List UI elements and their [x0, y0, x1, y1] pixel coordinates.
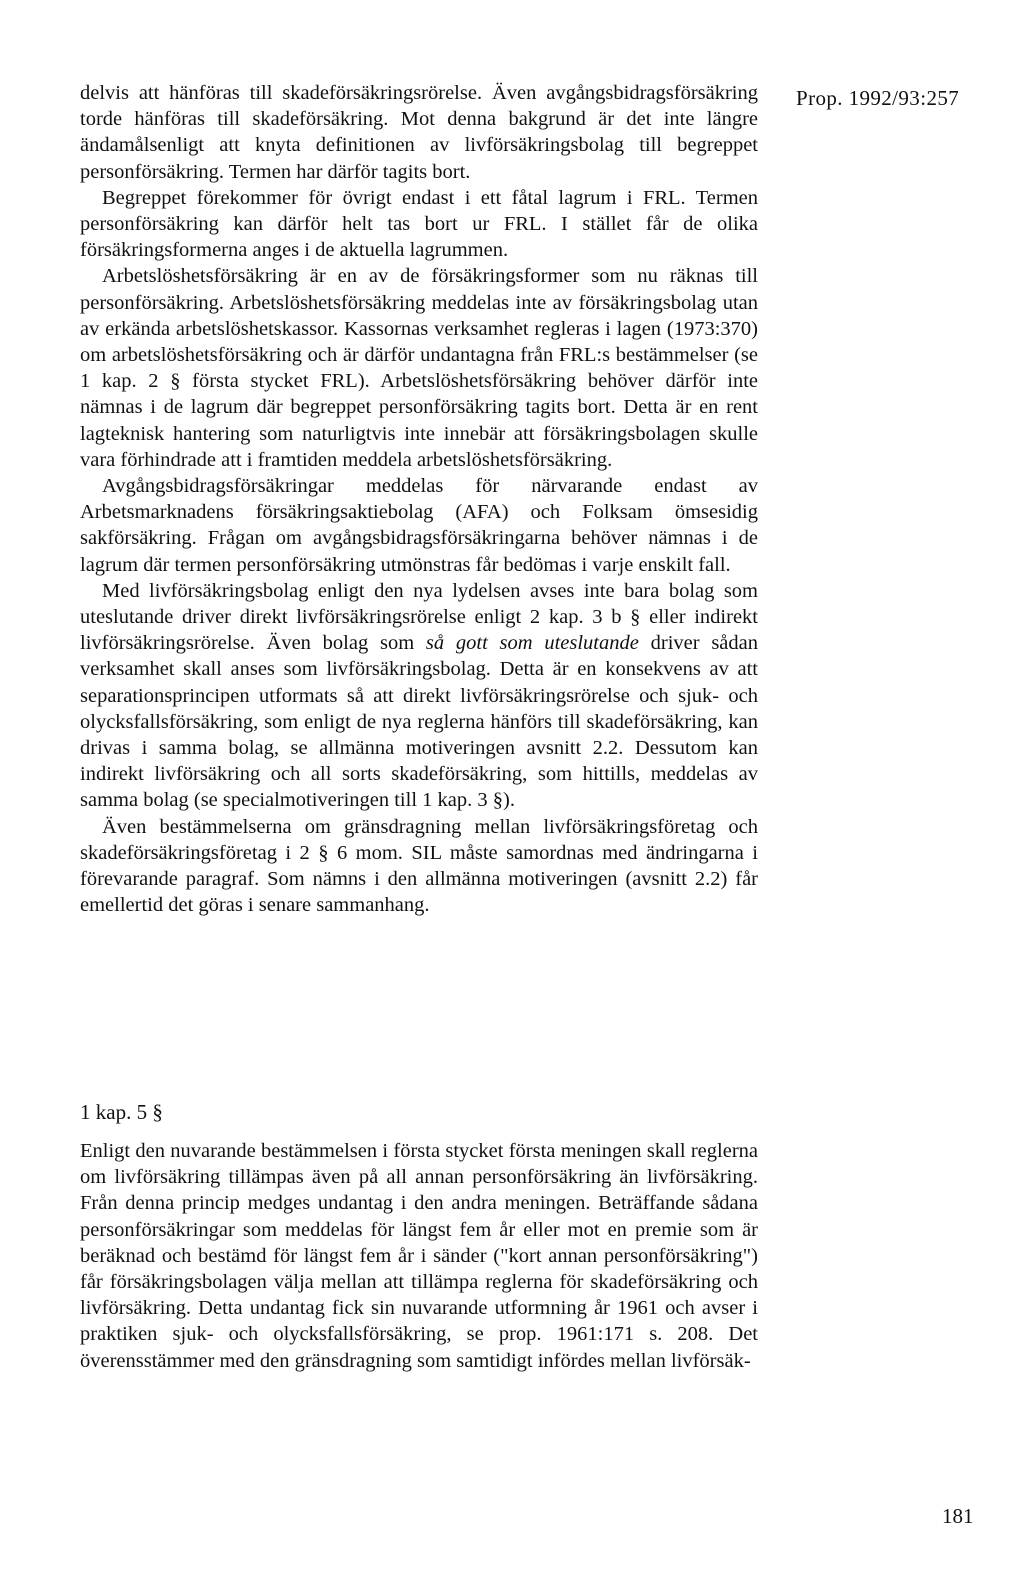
paragraph-3: Arbetslöshetsförsäkring är en av de försäkringsformer som nu räknas till personförsäkring. Arbetslöshetsförsäkring meddelas inte av försäkringsbolag utan av erkända arbetslöshetskassor. Kassornas verksamhet regleras i lagen (1973:370) om arbetslöshetsförsäkring och är därför undantagna från FRL:s bestämmelser (se 1 kap. 2 § första stycket FRL). Arbetslöshetsförsäkring behöver därför inte nämnas i de lagrum där begreppet personförsäkring tagits bort. Detta är en rent lagteknisk hantering som naturligtvis inte innebär att försäkringsbolagen skulle vara förhindrade att i framtiden meddela arbetslöshetsförsäkring.	[80, 265, 758, 471]
paragraph-5	[80, 578, 758, 814]
page-number: 181	[942, 1504, 974, 1528]
paragraph-2: Begreppet förekommer för övrigt endast i ett fåtal lagrum i FRL. Termen personförsäkring kan därför helt tas bort ur FRL. I stället får de olika försäkringsformerna anges i de aktuella lagrummen.	[80, 186, 758, 262]
paragraph-5-part-b: driver sådan verksamhet skall anses som livförsäkringsbolag. Detta är en konsekvens av att separationsprincipen utformats så att direkt livförsäkringsrörelse och sjuk- och olycksfallsförsäkring, som enligt de nya reglerna hänförs till skadeförsäkring, kan drivas i samma bolag, se allmänna motiveringen avsnitt 2.2. Dessutom kan indirekt livförsäkring och all sorts skadeförsäkring, som hittills, meddelas av samma bolag (se specialmotiveringen till 1 kap. 3 §).	[80, 632, 758, 812]
paragraph-6: Även bestämmelserna om gränsdragning mellan livförsäkringsföretag och skadeförsäkringsföretag i 2 § 6 mom. SIL måste samordnas med ändringarna i förevarande paragraf. Som nämns i den allmänna motiveringen (avsnitt 2.2) får emellertid det göras i senare sammanhang.	[80, 815, 758, 917]
main-text	[80, 80, 758, 919]
prop-reference: Prop. 1992/93:257	[796, 86, 960, 110]
paragraph-5-part-a: Med livförsäkringsbolag enligt den nya lydelsen avses inte bara bolag som uteslutande driver direkt livförsäkringsrörelse enligt 2 kap. 3 b § eller indirekt livförsäkringsrörelse. Även bolag som	[80, 579, 758, 655]
section-heading: 1 kap. 5 §	[80, 1100, 163, 1124]
paragraph-1: delvis att hänföras till skadeförsäkringsrörelse. Även avgångsbidragsförsäkring torde hänföras till skadeförsäkring. Mot denna bakgrund är det inte längre ändamålsenligt att knyta definitionen av livförsäkringsbolag till begreppet personförsäkring. Termen har därför tagits bort.	[80, 82, 758, 183]
paragraph-4: Avgångsbidragsförsäkringar meddelas för närvarande endast av Arbetsmarknadens försäkringsaktiebolag (AFA) och Folksam ömsesidig sakförsäkring. Frågan om avgångsbidragsförsäkringarna behöver nämnas i de lagrum där termen personförsäkring utmönstras får bedömas i varje enskilt fall.	[80, 475, 758, 576]
section-paragraph-1: Enligt den nuvarande bestämmelsen i första stycket första meningen skall reglerna om livförsäkring tillämpas även på all annan personförsäkring än livförsäkring. Från denna princip medges undantag i den andra meningen. Beträffande sådana personförsäkringar som meddelas för längst fem år eller mot en premie som är beräknad och bestämd för längst fem år i sänder ("kort annan personförsäkring") får försäkringsbolagen välja mellan att tillämpa reglerna för skadeförsäkring och livförsäkring. Detta undantag fick sin nuvarande utformning år 1961 och avser i praktiken sjuk- och olycksfallsförsäkring, se prop. 1961:171 s. 208. Det överensstämmer med den gränsdragning som samtidigt infördes mellan livförsäk-	[80, 1140, 758, 1372]
section-text	[80, 1138, 758, 1374]
paragraph-5-emphasis: så gott som uteslutande	[425, 632, 639, 655]
